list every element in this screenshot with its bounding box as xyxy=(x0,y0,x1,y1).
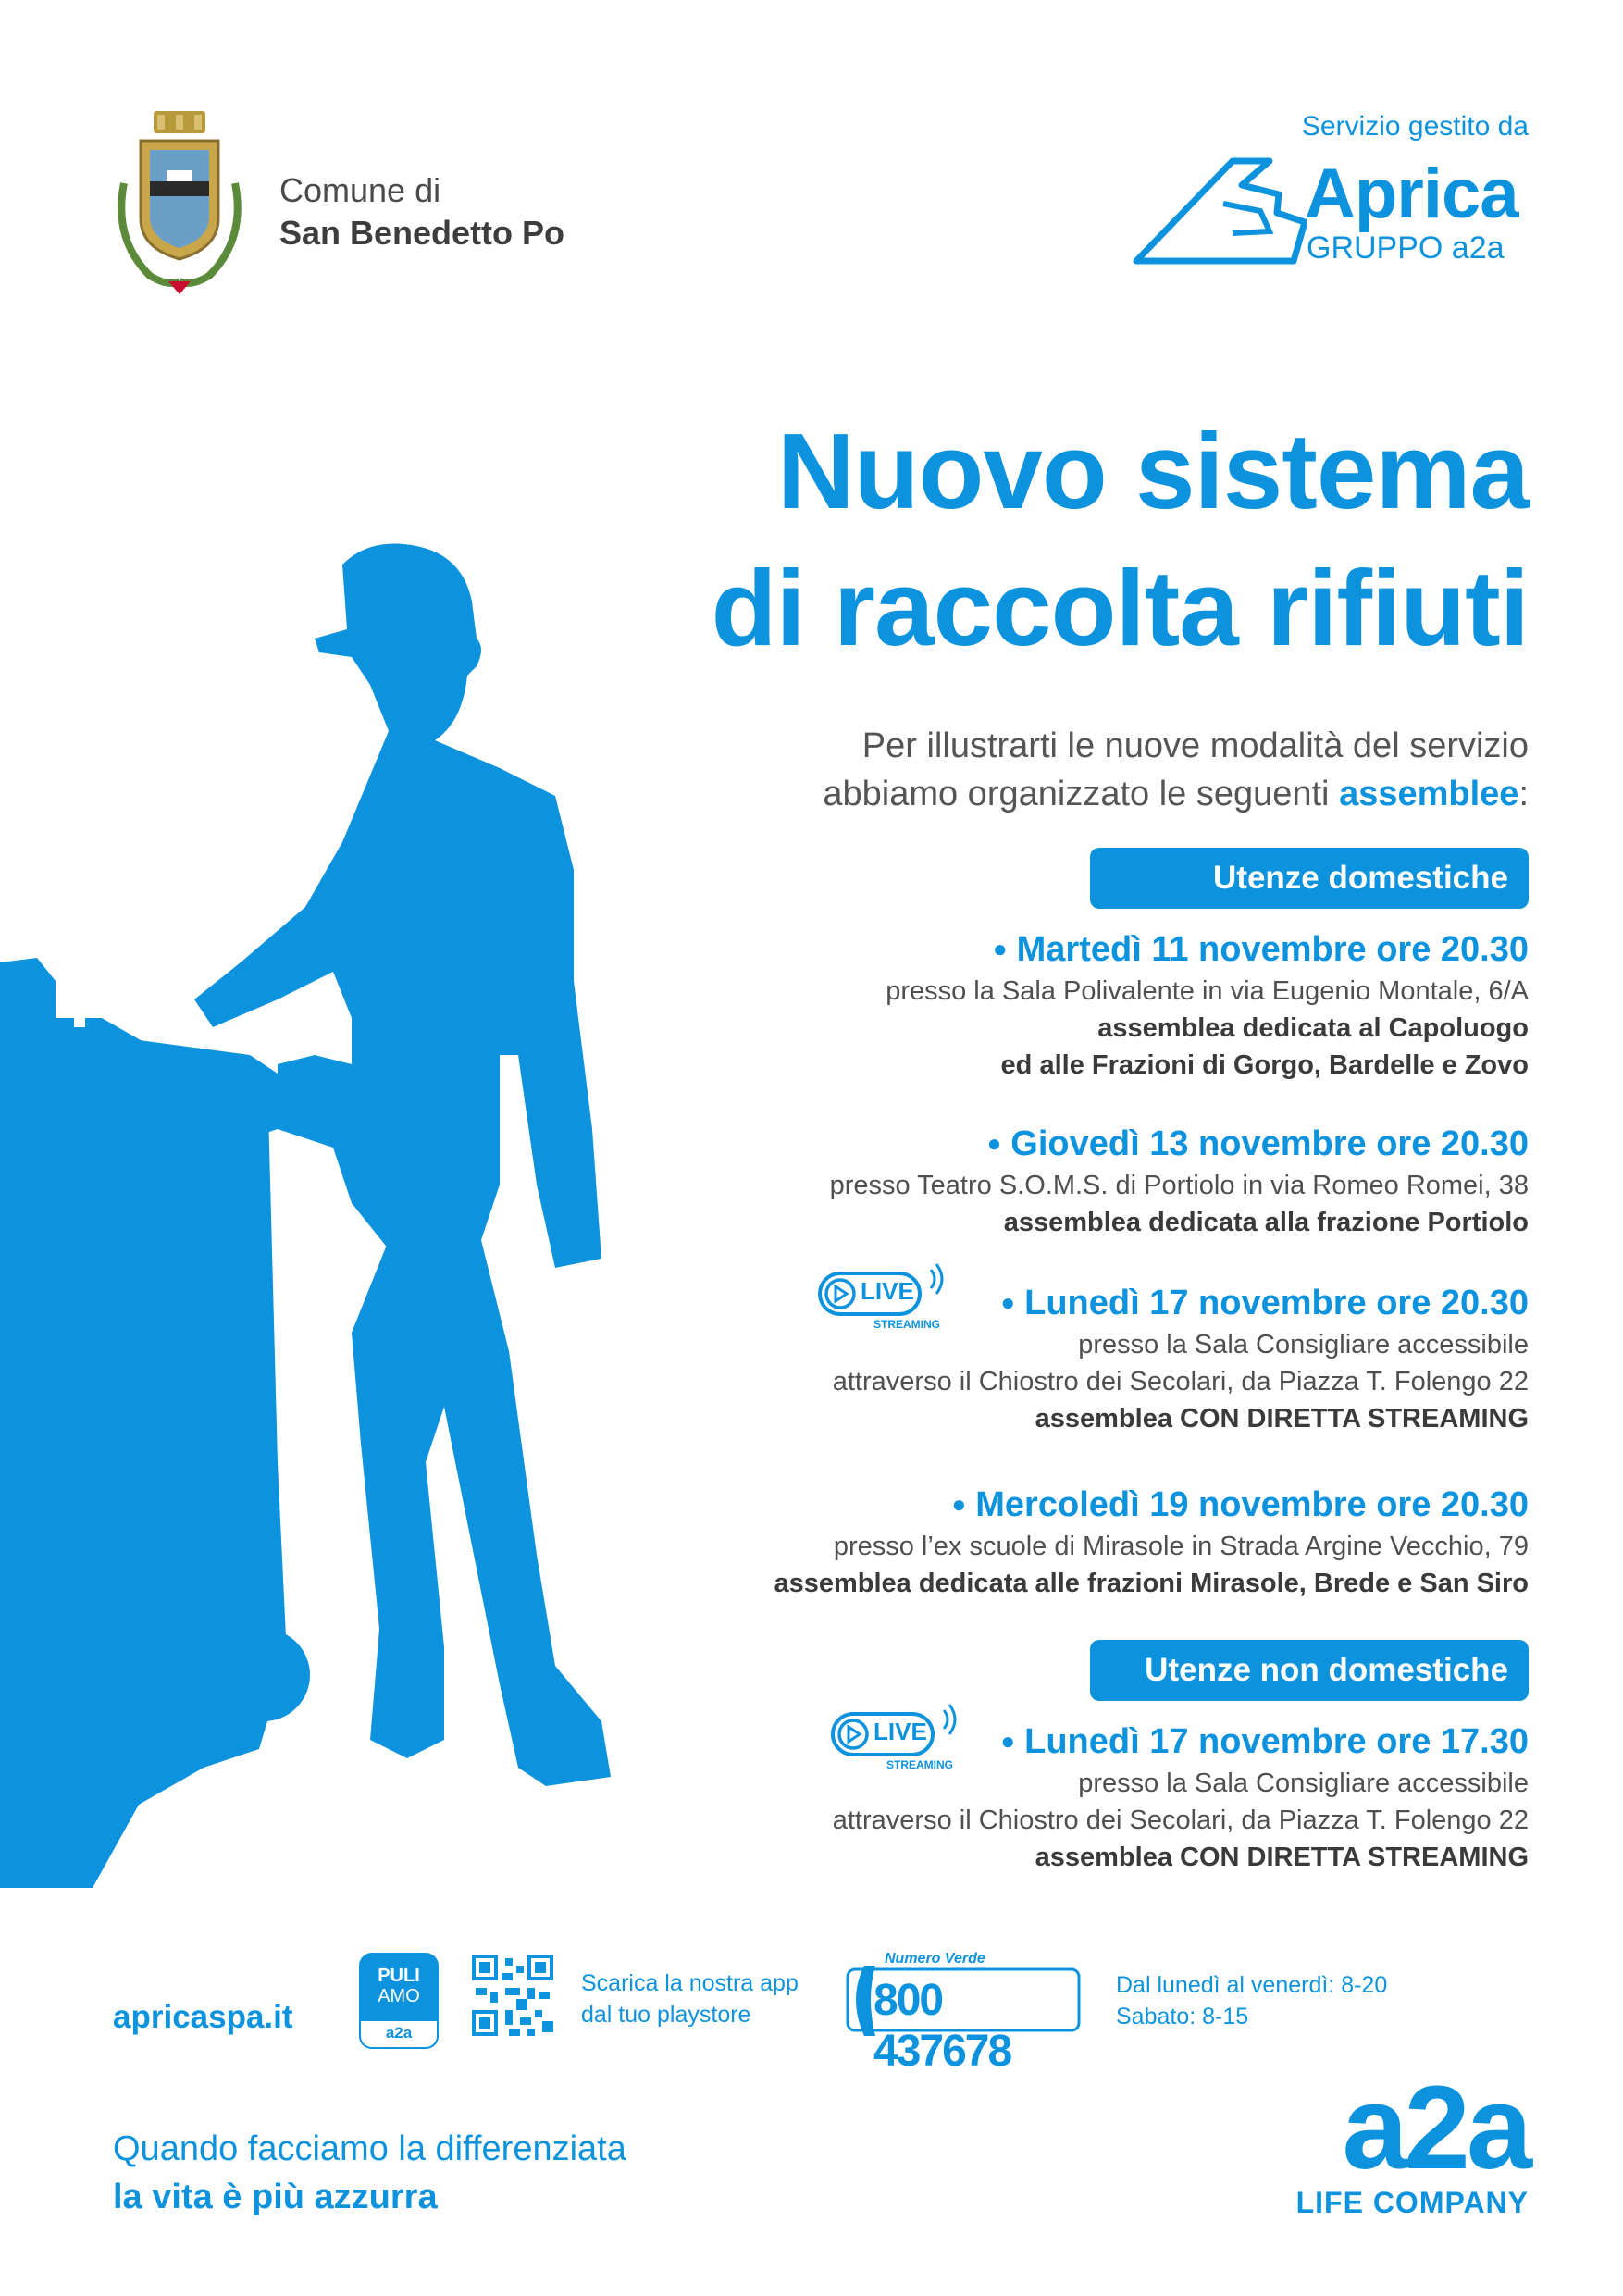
event-1 xyxy=(886,925,1529,1084)
aprica-group-label: GRUPPO a2a xyxy=(1307,230,1505,266)
event-date: ● Lunedì 17 novembre ore 20.30 xyxy=(833,1279,1529,1326)
toll-free-label: Numero Verde xyxy=(885,1951,985,1967)
event-place: presso l’ex scuole di Mirasole in Strada Argine Vecchio, 79 xyxy=(833,1532,1529,1561)
event-date: ● Giovedì 13 novembre ore 20.30 xyxy=(830,1120,1529,1167)
event-note: assemblea CON DIRETTA STREAMING xyxy=(1035,1404,1529,1433)
municipality-name xyxy=(279,169,564,254)
streaming-label: STREAMING xyxy=(873,1318,940,1331)
app-icon-line-2: AMO xyxy=(378,1986,420,2006)
app-text-line-1: Scarica la nostra app xyxy=(581,1970,799,1996)
slogan xyxy=(113,2125,626,2221)
toll-free-number-value: 800 437678 xyxy=(873,1976,1011,2076)
app-icon-brand: a2a xyxy=(359,2021,439,2049)
event-2 xyxy=(830,1120,1529,1241)
section-domestic-label: Utenze domestiche xyxy=(1090,848,1529,909)
hours-weekdays: Dal lunedì al venerdì: 8-20 xyxy=(1116,1972,1388,1998)
a2a-wordmark: a2a xyxy=(1342,2062,1529,2194)
event-3 xyxy=(833,1279,1529,1437)
website-link[interactable]: apricaspa.it xyxy=(113,1999,293,2035)
qr-code-icon[interactable] xyxy=(472,1955,553,2036)
opening-hours xyxy=(1116,1969,1387,2032)
section-non-domestic-label: Utenze non domestiche xyxy=(1090,1640,1529,1701)
title-line-1: Nuovo sistema xyxy=(776,411,1529,531)
streaming-label: STREAMING xyxy=(886,1758,953,1771)
event-place: attraverso il Chiostro dei Secolari, da Piazza T. Folengo 22 xyxy=(832,1367,1529,1396)
event-date: ● Mercoledì 19 novembre ore 20.30 xyxy=(774,1481,1529,1528)
slogan-line-1: Quando facciamo la differenziata xyxy=(113,2129,626,2168)
intro-line-2-suffix: : xyxy=(1518,775,1529,813)
title-line-2: di raccolta rifiuti xyxy=(711,548,1529,668)
event-note: assemblea dedicata alla frazione Portiolo xyxy=(1003,1208,1529,1237)
aprica-wordmark: Aprica xyxy=(1305,155,1518,233)
page-title xyxy=(712,403,1529,676)
event-place: presso la Sala Consigliare accessibile xyxy=(1078,1769,1529,1798)
event-place: attraverso il Chiostro dei Secolari, da Piazza T. Folengo 22 xyxy=(832,1806,1529,1835)
app-icon-line-1: PULI xyxy=(378,1966,420,1986)
intro-highlight: assemblee xyxy=(1339,775,1519,813)
event-place: presso Teatro S.O.M.S. di Portiolo in via Romeo Romei, 38 xyxy=(829,1171,1529,1200)
worker-silhouette-illustration xyxy=(0,537,629,1888)
aprica-logo xyxy=(1131,148,1532,268)
a2a-tagline: LIFE COMPANY xyxy=(1295,2186,1529,2219)
event-4 xyxy=(774,1481,1529,1602)
puliamo-app-icon[interactable] xyxy=(359,1953,439,2049)
municipal-crest-logo xyxy=(113,109,246,304)
intro-line-1: Per illustrarti le nuove modalità del servizio xyxy=(861,726,1529,765)
aprica-mark-icon xyxy=(1131,148,1307,268)
hours-saturday: Sabato: 8-15 xyxy=(1116,2004,1249,2029)
toll-free-number[interactable] xyxy=(844,1951,1084,2076)
event-note: ed alle Frazioni di Gorgo, Bardelle e Zovo xyxy=(1000,1050,1529,1080)
live-label: LIVE xyxy=(873,1718,927,1745)
event-note: assemblea dedicata al Capoluogo xyxy=(1097,1013,1529,1043)
app-text-line-2: dal tuo playstore xyxy=(581,2002,751,2028)
intro-text xyxy=(823,722,1529,818)
municipality-title: San Benedetto Po xyxy=(279,214,565,252)
a2a-logo xyxy=(1295,2062,1529,2221)
event-note: assemblea dedicata alle frazioni Mirasole, Brede e San Siro xyxy=(774,1569,1529,1598)
municipality-label: Comune di xyxy=(279,171,441,209)
service-managed-by-label: Servizio gestito da xyxy=(1301,111,1529,142)
event-place: presso la Sala Polivalente in via Eugenio Montale, 6/A xyxy=(886,976,1529,1006)
slogan-line-2: la vita è più azzurra xyxy=(113,2178,438,2216)
event-5 xyxy=(833,1718,1529,1876)
intro-line-2-text: abbiamo organizzato le seguenti xyxy=(823,775,1340,813)
app-download-text xyxy=(581,1967,799,2030)
event-date: ● Lunedì 17 novembre ore 17.30 xyxy=(833,1718,1529,1765)
event-note: assemblea CON DIRETTA STREAMING xyxy=(1035,1843,1529,1872)
live-label: LIVE xyxy=(861,1277,914,1305)
event-date: ● Martedì 11 novembre ore 20.30 xyxy=(886,925,1529,973)
event-place: presso la Sala Consigliare accessibile xyxy=(1078,1330,1529,1359)
intro-line-2 xyxy=(823,770,1529,818)
